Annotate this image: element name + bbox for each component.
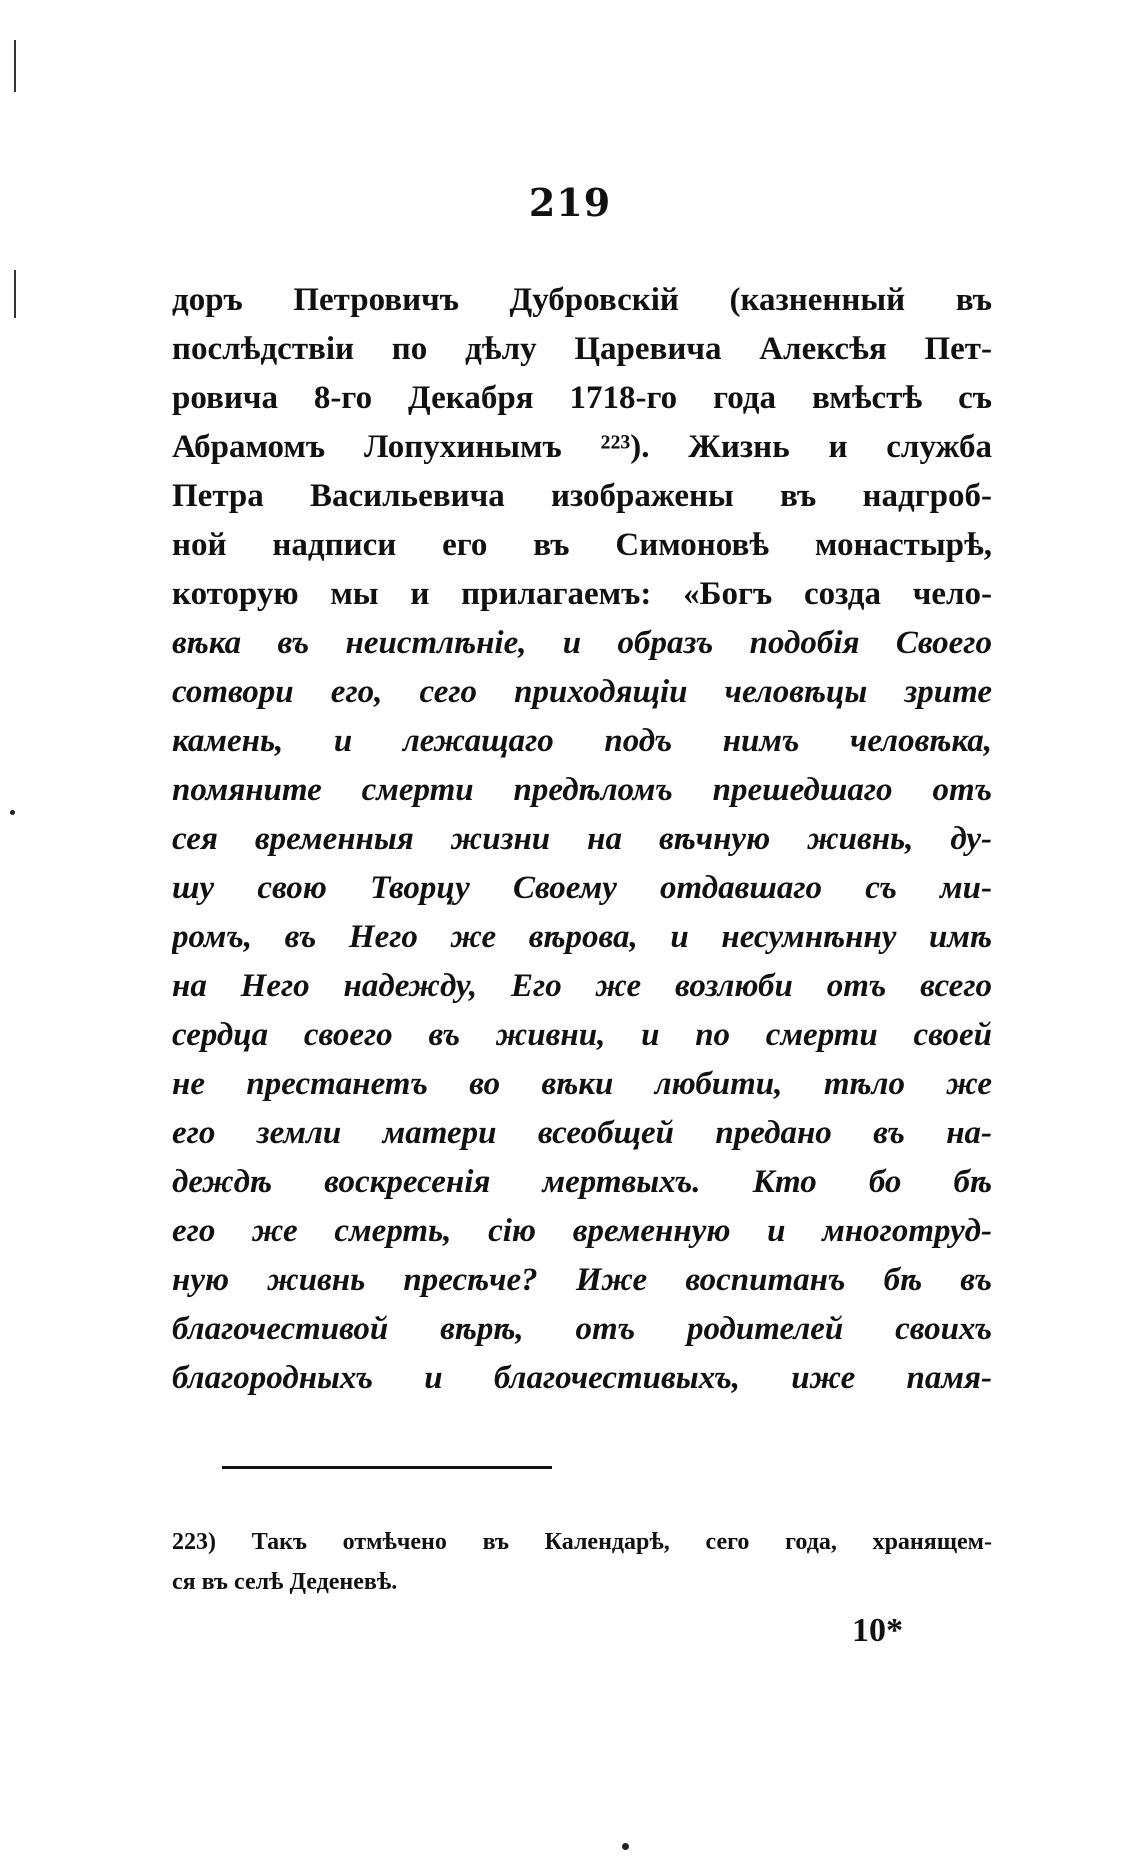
footnote-rule xyxy=(222,1466,552,1469)
text-line: благочестивой вѣрѣ, отъ родителей своихъ xyxy=(172,1311,992,1347)
text-line: послѣдствіи по дѣлу Царевича Алексѣя Пет- xyxy=(172,331,992,367)
text-line: на Него надежду, Его же возлюби отъ всего xyxy=(172,968,992,1004)
body-text xyxy=(172,276,992,1403)
text-line: ную живнь пресѣче? Иже воспитанъ бѣ въ xyxy=(172,1262,992,1298)
text-line: сотвори его, сего приходящіи человѣцы зрите xyxy=(172,674,992,710)
text-line: Петра Васильевича изображены въ надгроб- xyxy=(172,478,992,514)
text-line: не престанетъ во вѣки любити, тѣло же xyxy=(172,1066,992,1102)
ink-speck xyxy=(622,1843,629,1850)
footnote-line: 223) Такъ отмѣчено въ Календарѣ, сего года, хранящем- xyxy=(172,1529,992,1555)
text-line: его земли матери всеобщей предано въ на- xyxy=(172,1115,992,1151)
text-line: вѣка въ неистлѣніе, и образъ подобія Своего xyxy=(172,625,992,661)
text-line: деждѣ воскресенія мертвыхъ. Кто бо бѣ xyxy=(172,1164,992,1200)
text-line: сердца своего въ живни, и по смерти своей xyxy=(172,1017,992,1053)
text-line: Абрамомъ Лопухинымъ ²²³). Жизнь и служба xyxy=(172,429,992,465)
signature-mark: 10* xyxy=(852,1612,903,1649)
text-line: шу свою Творцу Своему отдавшаго съ ми- xyxy=(172,870,992,906)
text-line: благородныхъ и благочестивыхъ, иже памя- xyxy=(172,1360,992,1396)
footnote-line: ся въ селѣ Деденевѣ. xyxy=(172,1569,398,1595)
text-line: ромъ, въ Него же вѣрова, и несумнѣнну имѣ xyxy=(172,919,992,955)
page-number: 219 xyxy=(528,180,612,225)
text-line: сея временныя жизни на вѣчную живнь, ду- xyxy=(172,821,992,857)
scan-margin-mark-top xyxy=(14,40,16,92)
text-line: ровича 8-го Декабря 1718-го года вмѣстѣ съ xyxy=(172,380,992,416)
scan-margin-mark-middle xyxy=(14,270,16,318)
text-line: доръ Петровичъ Дубровскій (казненный въ xyxy=(172,282,992,318)
ink-speck xyxy=(10,810,15,815)
text-line: помяните смерти предѣломъ прешедшаго отъ xyxy=(172,772,992,808)
text-line: ной надписи его въ Симоновѣ монастырѣ, xyxy=(172,527,992,563)
footnote xyxy=(172,1522,992,1602)
text-line: камень, и лежащаго подъ нимъ человѣка, xyxy=(172,723,992,759)
text-line: его же смерть, сію временную и многотруд- xyxy=(172,1213,992,1249)
text-line: которую мы и прилагаемъ: «Богъ создa чело- xyxy=(172,576,992,612)
